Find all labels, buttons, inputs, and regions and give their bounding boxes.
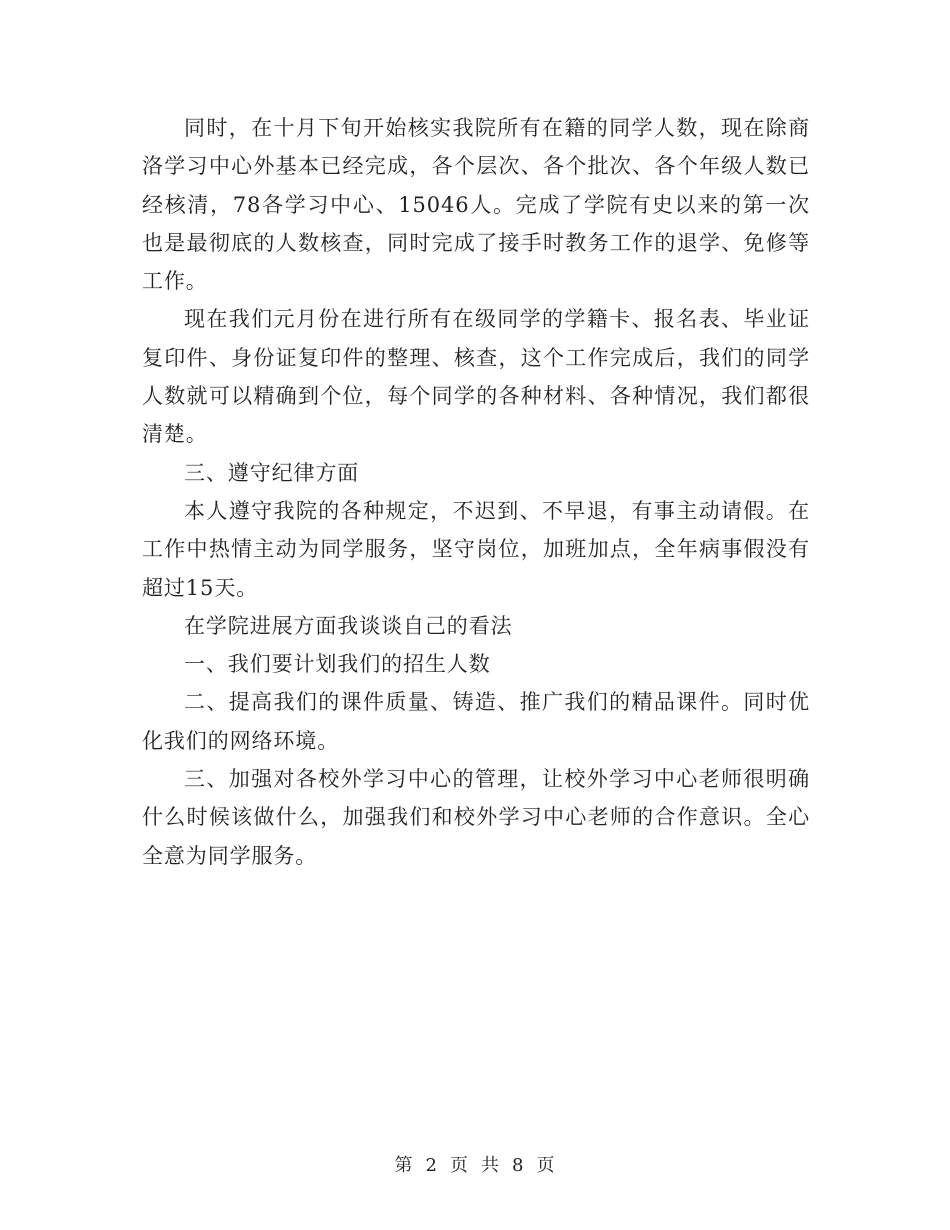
list-item-enrollment: 一、我们要计划我们的招生人数 bbox=[184, 652, 491, 677]
paragraph-discipline: 本人遵守我院的各种规定，不迟到、不早退，有事主动请假。在工作中热情主动为同学服务，坚守岗位，加班加点，全年病事假没有超过15天。 bbox=[142, 498, 810, 600]
footer-label-total: 共 bbox=[481, 1155, 500, 1176]
page-footer bbox=[0, 1151, 950, 1177]
paragraph-development-intro: 在学院进展方面我谈谈自己的看法 bbox=[184, 613, 513, 638]
paragraph-records-check: 现在我们元月份在进行所有在级同学的学籍卡、报名表、毕业证复印件、身份证复印件的整理、核查，这个工作完成后，我们的同学人数就可以精确到个位，每个同学的各种材料、各种情况，我们都很清楚。 bbox=[142, 307, 810, 447]
list-item-management: 三、加强对各校外学习中心的管理，让校外学习中心老师很明确什么时候该做什么，加强我们和校外学习中心老师的合作意识。全心全意为同学服务。 bbox=[142, 767, 810, 868]
footer-label-page-unit: 页 bbox=[450, 1155, 469, 1176]
document-body bbox=[142, 109, 810, 875]
footer-current-page: 2 bbox=[425, 1155, 438, 1176]
paragraph-verification: 同时，在十月下旬开始核实我院所有在籍的同学人数，现在除商洛学习中心外基本已经完成，各个层次、各个批次、各个年级人数已经核清，78各学习中心、15046人。完成了学院有史以来的第一次也是最彻底的人数核查，同时完成了接手时教务工作的退学、免修等工作。 bbox=[142, 116, 810, 294]
footer-label-total-unit: 页 bbox=[536, 1155, 556, 1176]
footer-total-pages: 8 bbox=[512, 1155, 525, 1176]
section-heading-discipline: 三、遵守纪律方面 bbox=[184, 460, 360, 485]
footer-label-page: 第 bbox=[394, 1155, 414, 1176]
list-item-courseware: 二、提高我们的课件质量、铸造、推广我们的精品课件。同时优化我们的网络环境。 bbox=[142, 690, 810, 753]
